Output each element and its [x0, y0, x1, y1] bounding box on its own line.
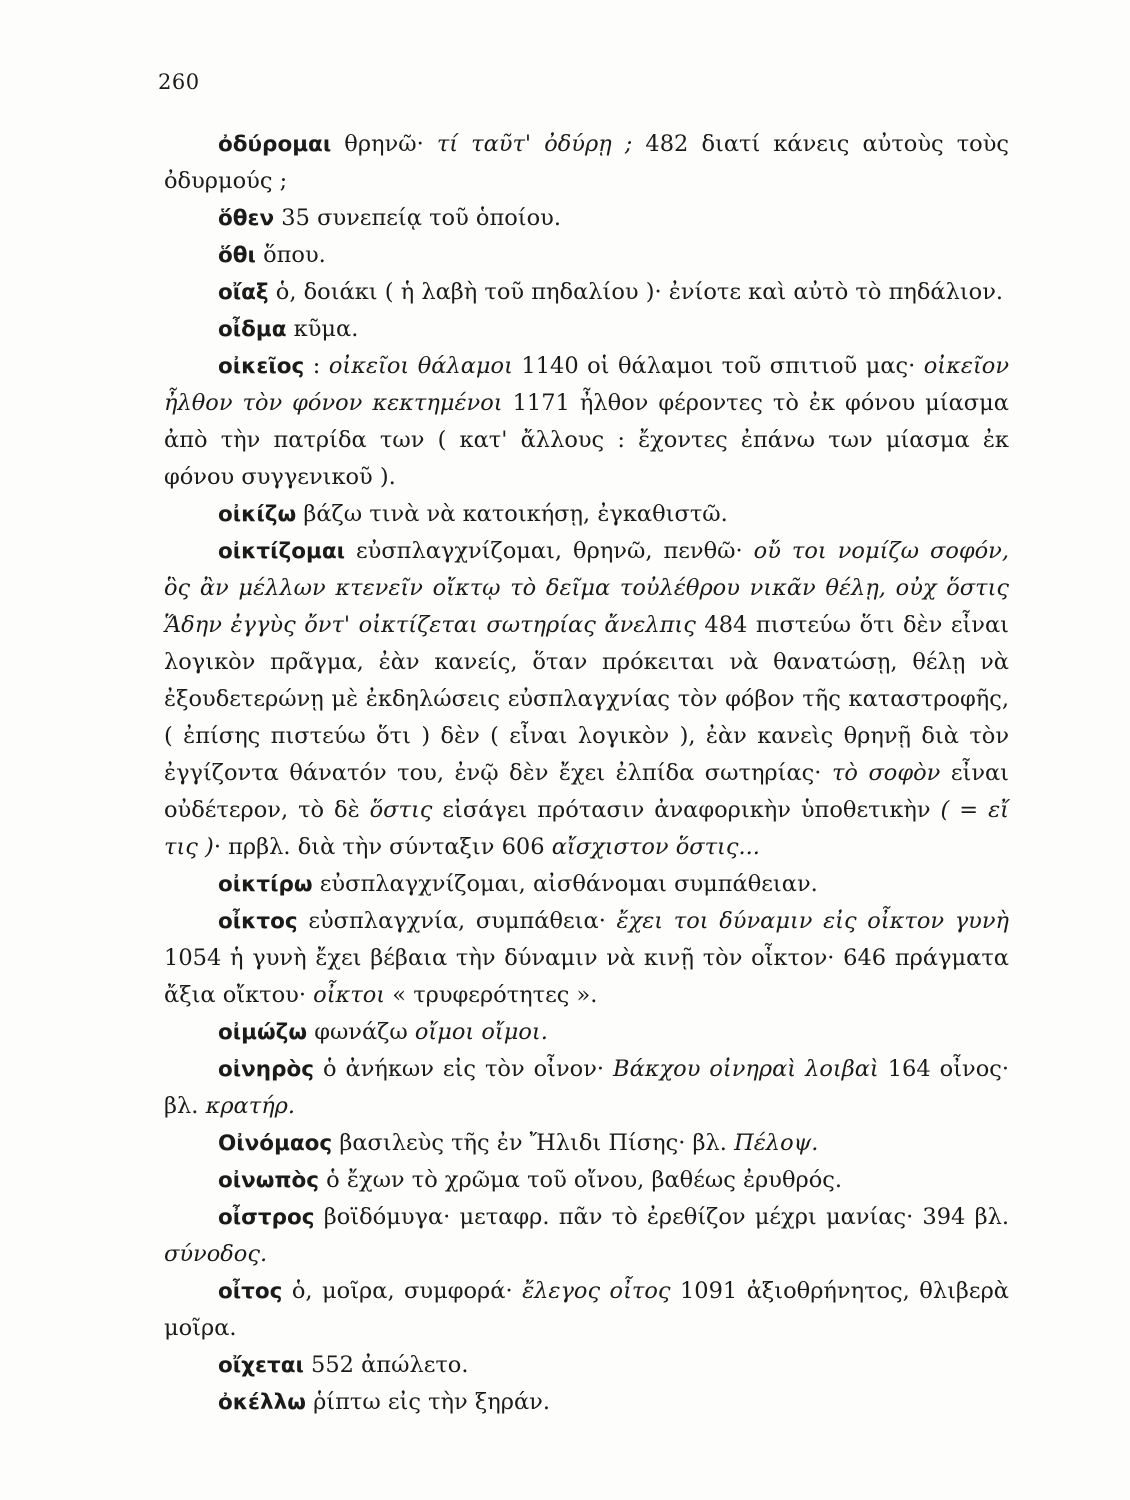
entry-quote: οἴμοι οἴμοι. [414, 1019, 548, 1045]
dictionary-entry [164, 348, 1009, 496]
entry-quote: οἶκτοι [313, 982, 386, 1008]
entry-text: εἶναι οὐδέτερον, τὸ δὲ [164, 760, 1010, 823]
entry-text: εἰσάγει πρότασιν ἀναφορικὴν ὑποθετικὴν [432, 797, 941, 823]
entry-headword: ὅθι [218, 243, 256, 268]
dictionary-entry [164, 533, 1009, 866]
entry-text: φωνάζω [307, 1019, 415, 1045]
dictionary-entry [164, 274, 1009, 311]
entry-text: ὁ ἀνήκων εἰς τὸν οἶνον· [314, 1056, 614, 1082]
entry-headword: οἶδμα [218, 317, 287, 342]
entry-text: εὐσπλαγχνίζομαι, θρηνῶ, πενθῶ· [344, 538, 754, 564]
dictionary-entry [164, 1199, 1009, 1273]
entry-headword: οἰκεῖος [218, 354, 305, 379]
entry-quote: ( = εἴ τις ) [164, 797, 1009, 860]
entry-text: 35 συνεπείᾳ τοῦ ὁποίου. [274, 205, 561, 231]
entry-headword: ὅθεν [218, 206, 275, 231]
entry-quote: σύνοδος. [164, 1241, 268, 1267]
entry-quote: οὔ τοι νομίζω σοφόν, ὃς ἂν μέλλων κτενεῖν οἴκτῳ τὸ δεῖμα τοὐλέθρου νικᾶν θέλῃ, οὐχ ὅστις Ἅδην ἐγγὺς ὄντ' οἰκτίζεται σωτηρίας ἄνελπις [164, 538, 1009, 638]
entry-text: ὁ, μοῖρα, συμφορά· [282, 1278, 523, 1304]
entry-text: 164 οἶνος· βλ. [164, 1056, 1009, 1119]
entry-quote: ἔχει τοι δύναμιν εἰς οἶκτον γυνὴ [616, 908, 1009, 934]
entry-text: ῥίπτω εἰς τὴν ξηράν. [305, 1389, 550, 1415]
entry-text: ὁ, δοιάκι ( ἡ λαβὴ τοῦ πηδαλίου )· ἐνίοτε καὶ αὐτὸ τὸ πηδάλιον. [268, 279, 1004, 305]
page-number: 260 [158, 70, 200, 94]
entry-text: 1054 ἡ γυνὴ ἔχει βέβαια τὴν δύναμιν νὰ κινῇ τὸν οἶκτον· 646 πράγματα ἄξια οἴκτου· [164, 945, 1009, 1008]
entry-quote: οἰκεῖον ἦλθον τὸν φόνον κεκτημένοι [164, 353, 1010, 416]
entry-text: ὅπου. [255, 242, 326, 268]
entry-headword: οἰνωπὸς [218, 1168, 320, 1193]
entry-text: · πρβλ. διὰ τὴν σύνταξιν 606 [213, 834, 552, 860]
entry-headword: οἰκτίζομαι [218, 539, 345, 564]
entry-text: 484 πιστεύω ὅτι δὲν εἶναι λογικὸν πρᾶγμα, ἐὰν κανείς, ὅταν πρόκειται νὰ θανατώσῃ, θέλῃ νὰ ἐξουδετερώνῃ μὲ ἐκδηλώσεις εὐσπλαγχνίας τὸν φόβον τῆς καταστροφῆς, ( ἐπίσης πιστεύω ὅτι ) δὲν ( εἶναι λογικὸν ), ἐὰν κανεὶς θρηνῇ διὰ τὸν ἐγγίζοντα θάνατόν του, ἐνῷ δὲν ἔχει ἐλπίδα σωτηρίας· [164, 612, 1010, 786]
dictionary-entry [164, 237, 1009, 274]
entry-quote: αἴσχιστον ὅστις... [551, 834, 760, 860]
entry-text: 1140 οἱ θάλαμοι τοῦ σπιτιοῦ μας· [512, 353, 924, 379]
entry-headword: οἰμώζω [218, 1020, 308, 1045]
entry-text: 1171 ἦλθον φέροντες τὸ ἐκ φόνου μίασμα ἀπὸ τὴν πατρίδα των ( κατ' ἄλλους : ἔχοντες ἐπάνω των μίασμα ἐκ φόνου συγγενικοῦ ). [164, 390, 1009, 490]
dictionary-entry [164, 1014, 1009, 1051]
dictionary-entry [164, 866, 1009, 903]
entry-headword: Οἰνόμαος [218, 1131, 333, 1156]
entry-quote: Πέλοψ. [734, 1130, 819, 1156]
entry-headword: οἶκτος [218, 909, 298, 934]
entry-quote: τὸ σοφὸν [831, 760, 941, 786]
dictionary-entry [164, 200, 1009, 237]
dictionary-entry [164, 1273, 1009, 1347]
dictionary-entry [164, 1347, 1009, 1384]
dictionary-entry [164, 496, 1009, 533]
entry-text: θρηνῶ· [331, 131, 437, 157]
dictionary-entry [164, 311, 1009, 348]
entry-headword: ὀκέλλω [218, 1390, 306, 1415]
entry-headword: οἰκτίρω [218, 872, 313, 897]
entry-text: βασιλεὺς τῆς ἐν Ἤλιδι Πίσης· βλ. [332, 1130, 735, 1156]
entry-text: εὐσπλαγχνίζομαι, αἰσθάνομαι συμπάθειαν. [312, 871, 818, 897]
entry-headword: οἶτος [218, 1279, 283, 1304]
entry-text: εὐσπλαγχνία, συμπάθεια· [297, 908, 617, 934]
entry-text: 1091 ἀξιοθρήνητος, θλιβερὰ μοῖρα. [164, 1278, 1009, 1341]
entry-text: 552 ἀπώλετο. [303, 1352, 469, 1378]
entry-headword: οἰκίζω [218, 502, 297, 527]
entry-text: κῦμα. [286, 316, 359, 342]
entry-quote: Βάκχου οἰνηραὶ λοιβαὶ [613, 1056, 879, 1082]
dictionary-entry [164, 1162, 1009, 1199]
dictionary-entry [164, 903, 1009, 1014]
entry-text: βάζω τινὰ νὰ κατοικήσῃ, ἐγκαθιστῶ. [296, 501, 728, 527]
dictionary-entry [164, 126, 1009, 200]
entry-headword: οἰνηρὸς [218, 1057, 315, 1082]
entry-headword: οἴαξ [218, 280, 269, 305]
dictionary-entry [164, 1051, 1009, 1125]
entry-quote: ὅστις [369, 797, 433, 823]
entry-quote: τί ταῦτ' ὀδύρῃ ; [436, 131, 633, 157]
entry-quote: οἰκεῖοι θάλαμοι [328, 353, 513, 379]
entry-headword: οἴχεται [218, 1353, 304, 1378]
entry-text: : [304, 353, 329, 379]
entry-headword: οἶστρος [218, 1205, 315, 1230]
entry-headword: ὀδύρομαι [218, 132, 332, 157]
dictionary-entry [164, 1384, 1009, 1421]
entry-text: βοϊδόμυγα· μεταφρ. πᾶν τὸ ἐρεθίζον μέχρι μανίας· 394 βλ. [314, 1204, 1009, 1230]
entry-text: ὁ ἔχων τὸ χρῶμα τοῦ οἴνου, βαθέως ἐρυθρός. [319, 1167, 843, 1193]
dictionary-entry [164, 1125, 1009, 1162]
entry-quote: κρατήρ. [205, 1093, 296, 1119]
entry-text: « τρυφερότητες ». [385, 982, 598, 1008]
dictionary-entries [164, 126, 1009, 1421]
entry-quote: ἔλεγος οἶτος [522, 1278, 671, 1304]
entry-text: 482 διατί κάνεις αὐτοὺς τοὺς ὀδυρμούς ; [164, 131, 1009, 194]
